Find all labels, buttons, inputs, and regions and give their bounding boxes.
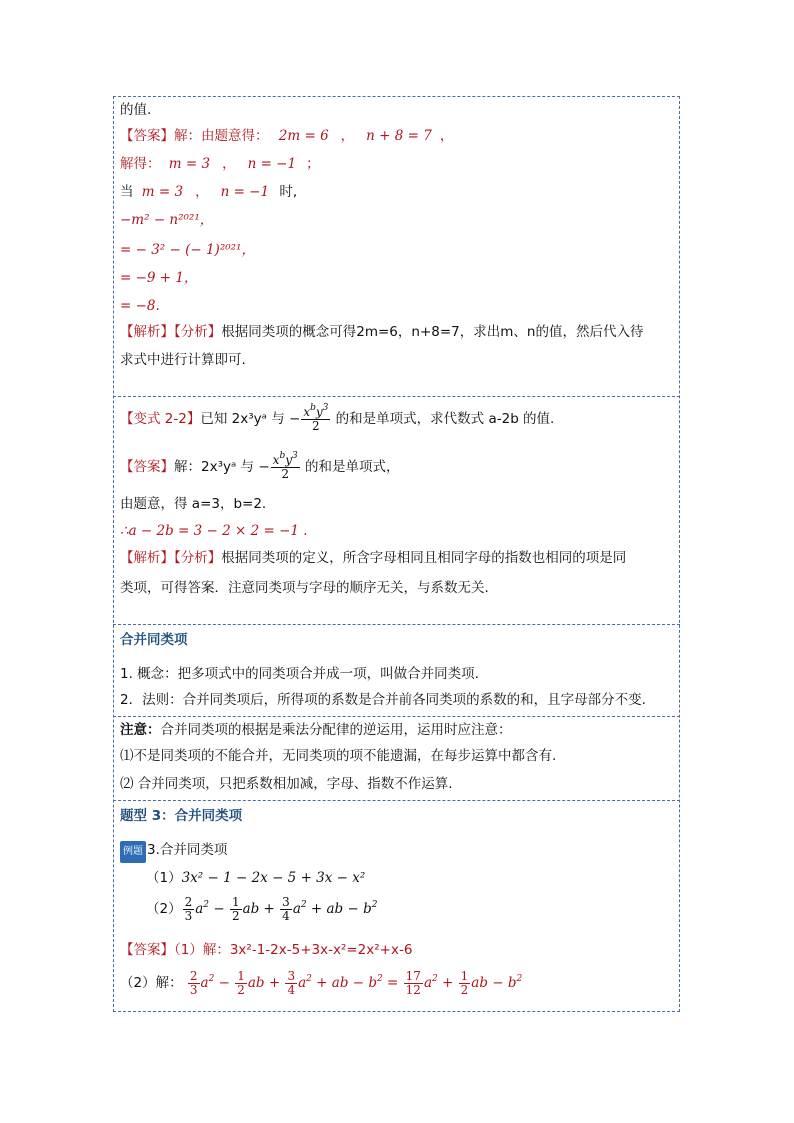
section-title-merge: 合并同类项 [120,632,188,648]
block-divider-2 [113,624,680,625]
solution-m: m = 3 [168,156,211,172]
expression-line-4: = −8. [120,298,160,314]
frame-top-divider [113,96,680,97]
when-n: n = −1 [220,184,270,200]
expression-line-1: −m² − n²⁰²¹， [120,212,214,228]
variant-question [120,403,555,433]
question-suffix: 的和是单项式，求代数式 a-2b 的值. [335,411,555,427]
answer-tag-3: 【答案】 [120,942,174,958]
analysis-tag-2: 【解析】【分析】 [120,550,222,566]
note-text: 合并同类项的根据是乘法分配律的逆运用，运用时应注意： [160,722,512,738]
answer-1-text: （1）解：3x²-1-2x-5+3x-x²=2x²+x-6 [174,942,413,958]
equation-1: 2m = 6 [278,128,329,144]
analysis-tag: 【解析】【分析】 [120,324,222,340]
block-divider-3 [113,716,680,717]
problem-2-expr: $\frac{2}{3}$ $a^2$ − $\frac{1}{2}$ ab + $\frac{3}{4}$ $a^2$ + ab − $b^2$ [184,895,378,923]
note-line [120,720,512,740]
block-divider-1 [113,396,680,397]
analysis-line-2: 求式中进行计算即可. [120,352,246,368]
fraction-term: − $\frac{x^by^3}{2}$ [289,403,329,433]
note-point-1: ⑴不是同类项的不能合并，无同类项的项不能遗漏，在每步运算中都含有. [120,748,557,764]
answer-2-expr: $\frac{2}{3}$ $a^2$ − $\frac{1}{2}$ ab + $\frac{3}{4}$ $a^2$ + ab − $b^2$ = $\frac{17}{12}$ $a^2$ + $\frac{1}{2}$ ab − $b^2$ [189,969,523,997]
when-suffix: 时, [279,184,298,200]
answer-part-1 [120,940,412,960]
answer-line-1: 【答案】解：由题意得： 2m = 6 ， n + 8 = 7 ， [120,128,454,144]
example-problem-text: 3.合并同类项 [147,842,228,858]
analysis-line-1 [120,322,643,342]
solution-n: n = −1 [247,156,297,172]
concept-item: 1. 概念：把多项式中的同类项合并成一项，叫做合并同类项. [120,666,479,682]
question-prefix: 已知 2x³yᵃ 与 [200,411,285,427]
problem-1 [146,868,365,888]
answer-intro: 解：由题意得： [174,128,269,144]
analysis-text-2: 根据同类项的定义，所含字母相同且相同字母的指数也相同的项是同 [221,550,627,566]
when-line: 当 m = 3 ， n = −1 时, [120,184,298,200]
variant-line-2: 由题意，得 a=3，b=2. [120,496,267,512]
section-title-type3: 题型 3：合并同类项 [120,808,243,824]
block-divider-4 [113,800,680,801]
answer-prefix: 解：2x³yᵃ 与 [174,459,255,475]
problem-1-expr: 3x² − 1 − 2x − 5 + 3x − x² [181,870,366,886]
frame-bottom-divider [113,1011,680,1012]
problem-1-label: （1） [146,870,182,886]
answer-tag: 【答案】 [120,128,174,144]
answer-tag-2: 【答案】 [120,459,174,475]
expression-line-3: = −9 + 1， [120,270,198,286]
expression-line-2: = − 3² − (− 1)²⁰²¹， [120,242,255,258]
equation-2: n + 8 = 7 [366,128,432,144]
note-label: 注意： [120,722,161,738]
answer-suffix: 的和是单项式， [305,459,400,475]
question-tail: 的值. [120,102,152,118]
variant-analysis-2: 类项，可得答案．注意同类项与字母的顺序无关，与系数无关. [120,580,489,596]
variant-line-3: ∴a − 2b = 3 − 2 × 2 = −1 . [120,523,308,539]
when-m: m = 3 [141,184,184,200]
fraction-term-2: − $\frac{x^by^3}{2}$ [258,451,298,481]
problem-2-label: （2） [146,901,182,917]
answer-2-label: （2）解： [120,975,183,991]
solve-line: 解得： m = 3 ， n = −1 ； [120,156,320,172]
when-label: 当 [120,184,134,200]
example-badge: 例题 [120,841,146,863]
solve-label: 解得： [120,156,161,172]
variant-answer [120,451,400,481]
rule-item: 2．法则：合并同类项后，所得项的系数是合并前各同类项的系数的和，且字母部分不变. [120,692,646,708]
analysis-text: 根据同类项的概念可得2m=6，n+8=7，求出m、n的值，然后代入待 [221,324,644,340]
variant-analysis-1 [120,548,626,568]
answer-part-2 [120,970,522,997]
variant-tag: 【变式 2-2】 [120,411,201,427]
example-problem [120,840,227,863]
problem-2 [146,896,377,923]
note-point-2: ⑵ 合并同类项，只把系数相加减，字母、指数不作运算. [120,776,453,792]
